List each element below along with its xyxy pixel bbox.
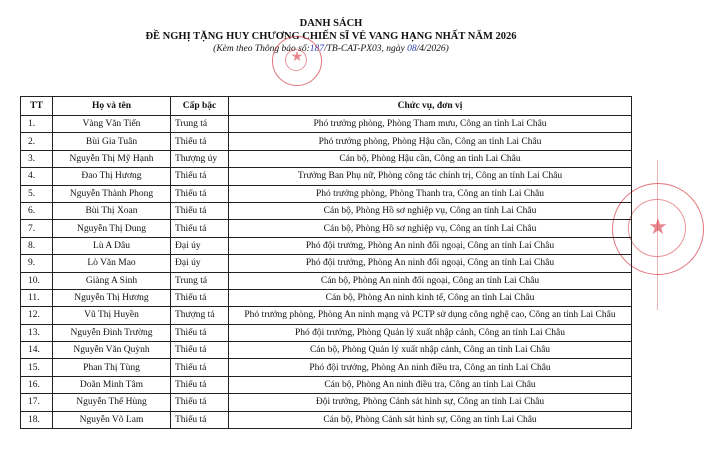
table-row (21, 168, 632, 185)
member-rank: Thiếu tá (171, 220, 229, 237)
member-name: Lò Văn Mao (53, 255, 171, 272)
member-position: Phó đội trưởng, Phòng An ninh điều tra, Công an tỉnh Lai Châu (229, 359, 632, 376)
member-name: Nguyễn Thành Phong (53, 185, 171, 202)
row-number: 11. (21, 289, 53, 306)
row-number: 7. (21, 220, 53, 237)
member-position: Phó trưởng phòng, Phòng An ninh mạng và PCTP sử dụng công nghệ cao, Công an tỉnh Lai Châu (229, 307, 632, 324)
row-number: 12. (21, 307, 53, 324)
member-rank: Đại úy (171, 237, 229, 254)
member-name: Đao Thị Hương (53, 168, 171, 185)
table-row (21, 376, 632, 393)
member-rank: Thiếu tá (171, 411, 229, 428)
member-rank: Thiếu tá (171, 202, 229, 219)
member-position: Phó trưởng phòng, Phòng Tham mưu, Công an tỉnh Lai Châu (229, 116, 632, 133)
table-row (21, 359, 632, 376)
row-number: 13. (21, 324, 53, 341)
table-row (21, 237, 632, 254)
table-row (21, 116, 632, 133)
table-row (21, 411, 632, 428)
document-reference (0, 43, 662, 56)
award-list-table (20, 96, 632, 429)
reference-prefix: (Kèm theo Thông báo số: (213, 44, 310, 54)
member-position: Cán bộ, Phòng An ninh kinh tế, Công an tỉnh Lai Châu (229, 289, 632, 306)
member-rank: Thiếu tá (171, 376, 229, 393)
table-body (21, 116, 632, 429)
member-name: Nguyễn Văn Quỳnh (53, 342, 171, 359)
member-rank: Thiếu tá (171, 394, 229, 411)
row-number: 3. (21, 150, 53, 167)
table-header-row (21, 97, 632, 116)
member-rank: Thiếu tá (171, 342, 229, 359)
document-title: DANH SÁCH (299, 18, 363, 29)
row-number: 10. (21, 272, 53, 289)
table-row (21, 394, 632, 411)
member-name: Vàng Văn Tiến (53, 116, 171, 133)
member-name: Doãn Minh Tâm (53, 376, 171, 393)
reference-day: 08 (407, 44, 417, 54)
member-name: Nguyễn Thị Mỹ Hạnh (53, 150, 171, 167)
header-rank: Cấp bậc (171, 97, 229, 116)
reference-middle: /TB-CAT-PX03, ngày (324, 44, 405, 54)
member-position: Đội trưởng, Phòng Cảnh sát hình sự, Công an tỉnh Lai Châu (229, 394, 632, 411)
header-position: Chức vụ, đơn vị (229, 97, 632, 116)
seal-star-icon: ★ (290, 50, 304, 65)
row-number: 17. (21, 394, 53, 411)
member-name: Bùi Thị Xoan (53, 202, 171, 219)
header-tt: TT (21, 97, 53, 116)
table-row (21, 342, 632, 359)
row-number: 16. (21, 376, 53, 393)
member-rank: Thượng úy (171, 150, 229, 167)
member-position: Phó đội trưởng, Phòng An ninh đối ngoại, Công an tỉnh Lai Châu (229, 237, 632, 254)
header-name: Họ và tên (53, 97, 171, 116)
reference-number: 187 (309, 44, 324, 54)
row-number: 8. (21, 237, 53, 254)
official-seal-icon (272, 36, 322, 86)
row-number: 18. (21, 411, 53, 428)
member-position: Cán bộ, Phòng Hồ sơ nghiệp vụ, Công an tỉnh Lai Châu (229, 202, 632, 219)
member-rank: Thiếu tá (171, 133, 229, 150)
member-rank: Thiếu tá (171, 185, 229, 202)
member-name: Lù A Dâu (53, 237, 171, 254)
row-number: 6. (21, 202, 53, 219)
table-row (21, 150, 632, 167)
table-row (21, 255, 632, 272)
member-rank: Thiếu tá (171, 324, 229, 341)
member-position: Trưởng Ban Phụ nữ, Phòng công tác chính trị, Công an tỉnh Lai Châu (229, 168, 632, 185)
table-row (21, 220, 632, 237)
member-name: Phan Thị Tùng (53, 359, 171, 376)
table-row (21, 307, 632, 324)
table-row (21, 272, 632, 289)
member-name: Nguyễn Thị Dung (53, 220, 171, 237)
document-subject: ĐỀ NGHỊ TẶNG HUY CHƯƠNG CHIẾN SĨ VẺ VANG HẠNG NHẤT NĂM 2026 (145, 31, 517, 42)
member-name: Nguyễn Võ Lam (53, 411, 171, 428)
table-row (21, 202, 632, 219)
table-row (21, 185, 632, 202)
document-header (0, 18, 662, 56)
member-position: Phó đội trưởng, Phòng Quản lý xuất nhập cảnh, Công an tỉnh Lai Châu (229, 324, 632, 341)
member-name: Nguyễn Thị Hương (53, 289, 171, 306)
member-position: Cán bộ, Phòng An ninh đối ngoại, Công an tỉnh Lai Châu (229, 272, 632, 289)
member-position: Phó trưởng phòng, Phòng Thanh tra, Công an tỉnh Lai Châu (229, 185, 632, 202)
row-number: 15. (21, 359, 53, 376)
reference-suffix: /4/2026) (416, 44, 449, 54)
member-rank: Đại úy (171, 255, 229, 272)
member-position: Phó trưởng phòng, Phòng Hậu cần, Công an tỉnh Lai Châu (229, 133, 632, 150)
row-number: 2. (21, 133, 53, 150)
member-name: Vũ Thị Huyền (53, 307, 171, 324)
member-name: Nguyễn Đình Trường (53, 324, 171, 341)
side-seal-star-icon: ★ (648, 214, 668, 239)
member-position: Phó đội trưởng, Phòng An ninh đối ngoại, Công an tỉnh Lai Châu (229, 255, 632, 272)
member-position: Cán bộ, Phòng An ninh điều tra, Công an tỉnh Lai Châu (229, 376, 632, 393)
table-row (21, 289, 632, 306)
member-name: Giàng A Sinh (53, 272, 171, 289)
member-position: Cán bộ, Phòng Hồ sơ nghiệp vụ, Công an tỉnh Lai Châu (229, 220, 632, 237)
row-number: 5. (21, 185, 53, 202)
member-rank: Thiếu tá (171, 359, 229, 376)
member-position: Cán bộ, Phòng Cảnh sát hình sự, Công an tỉnh Lai Châu (229, 411, 632, 428)
member-rank: Trung tá (171, 272, 229, 289)
member-name: Bùi Gia Tuân (53, 133, 171, 150)
table-row (21, 133, 632, 150)
row-number: 9. (21, 255, 53, 272)
member-rank: Thiếu tá (171, 168, 229, 185)
table-row (21, 324, 632, 341)
member-name: Nguyễn Thế Hùng (53, 394, 171, 411)
member-position: Cán bộ, Phòng Hậu cần, Công an tỉnh Lai Châu (229, 150, 632, 167)
member-position: Cán bộ, Phòng Quản lý xuất nhập cảnh, Công an tỉnh Lai Châu (229, 342, 632, 359)
member-rank: Trung tá (171, 116, 229, 133)
row-number: 4. (21, 168, 53, 185)
row-number: 14. (21, 342, 53, 359)
member-rank: Thượng tá (171, 307, 229, 324)
member-rank: Thiếu tá (171, 289, 229, 306)
row-number: 1. (21, 116, 53, 133)
